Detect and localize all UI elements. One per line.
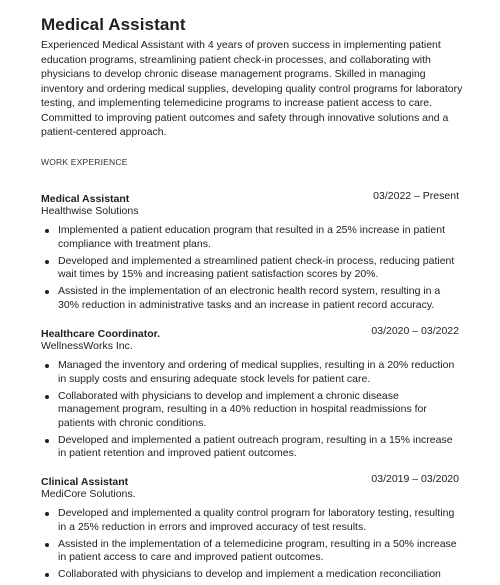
bullet-dot-icon bbox=[45, 290, 49, 294]
job-bullet-text: Developed and implemented a streamlined patient check-in process, reducing patient wait times by 15% and increasing patient satisfaction scores by 20%. bbox=[58, 254, 455, 280]
job-bullet bbox=[41, 285, 459, 312]
job-bullet bbox=[41, 359, 459, 386]
job-header bbox=[41, 472, 459, 487]
job-header bbox=[41, 324, 459, 339]
job-bullet-text: Collaborated with physicians to develop and implement a chronic disease management program, resulting in a 40% reduction in hospital readmissions for patients with chronic conditions. bbox=[58, 389, 427, 429]
company-name: WellnessWorks Inc. bbox=[41, 340, 133, 352]
job-bullet-text: Assisted in the implementation of a telemedicine program, resulting in a 50% increase in patient access to care and improved patient outcomes. bbox=[58, 537, 457, 563]
job-bullet bbox=[41, 390, 459, 431]
job-title: Healthcare Coordinator. bbox=[41, 328, 161, 340]
bullet-dot-icon bbox=[45, 512, 49, 516]
job-header bbox=[41, 189, 459, 204]
bullet-dot-icon bbox=[45, 229, 49, 233]
job-bullet-text: Managed the inventory and ordering of medical supplies, resulting in a 20% reduction in supply costs and ensuring adequate stock levels for patient care. bbox=[58, 359, 455, 385]
job-bullet bbox=[41, 568, 459, 582]
bullet-dot-icon bbox=[45, 543, 49, 547]
bullet-dot-icon bbox=[45, 395, 49, 399]
company-name: Healthwise Solutions bbox=[41, 205, 139, 217]
job-bullet-text: Implemented a patient education program that resulted in a 25% increase in patient compliance with treatment plans. bbox=[58, 224, 445, 250]
job-entry bbox=[41, 324, 459, 464]
resume-title: Medical Assistant bbox=[41, 15, 186, 34]
job-bullet-text: Assisted in the implementation of an electronic health record system, resulting in a 30% reduction in administrative tasks and an increase in patient record accuracy. bbox=[58, 285, 441, 311]
job-bullet bbox=[41, 434, 459, 461]
job-bullet bbox=[41, 255, 459, 282]
job-dates: 03/2019 – 03/2020 bbox=[371, 473, 459, 485]
section-title-work-experience: WORK EXPERIENCE bbox=[41, 157, 128, 167]
job-bullet-list bbox=[41, 224, 459, 312]
job-bullet bbox=[41, 538, 459, 565]
job-bullet-text: Developed and implemented a quality control program for laboratory testing, resulting in a 25% reduction in errors and improved accuracy of test results. bbox=[58, 507, 455, 533]
job-bullet-text: Collaborated with physicians to develop and implement a medication reconciliation bbox=[58, 568, 441, 580]
job-title: Medical Assistant bbox=[41, 193, 130, 205]
job-bullet bbox=[41, 507, 459, 534]
job-dates: 03/2022 – Present bbox=[373, 190, 459, 202]
professional-summary: Experienced Medical Assistant with 4 years of proven success in implementing patient education programs, streamlining patient check-in processes, and collaborating with physicians to develop chronic disease management programs. Skilled in managing inventory and ordering medical supplies, developing quality control programs for laboratory testing, and implementing telemedicine programs to increase patient access to care. Committed to improving patient outcomes and safety through innovative solutions and a patient-centered approach. bbox=[41, 39, 463, 138]
job-bullet-text: Developed and implemented a patient outreach program, resulting in a 15% increase in patient retention and improved patient outcomes. bbox=[58, 433, 453, 459]
job-entry bbox=[41, 472, 459, 585]
bullet-dot-icon bbox=[45, 439, 49, 443]
bullet-dot-icon bbox=[45, 260, 49, 264]
job-bullet-list bbox=[41, 359, 459, 461]
job-entry bbox=[41, 189, 459, 316]
job-bullet bbox=[41, 224, 459, 251]
job-dates: 03/2020 – 03/2022 bbox=[371, 325, 459, 337]
job-title: Clinical Assistant bbox=[41, 476, 129, 488]
company-name: MediCore Solutions. bbox=[41, 488, 136, 500]
job-bullet-list bbox=[41, 507, 459, 582]
bullet-dot-icon bbox=[45, 364, 49, 368]
bullet-dot-icon bbox=[45, 573, 49, 577]
